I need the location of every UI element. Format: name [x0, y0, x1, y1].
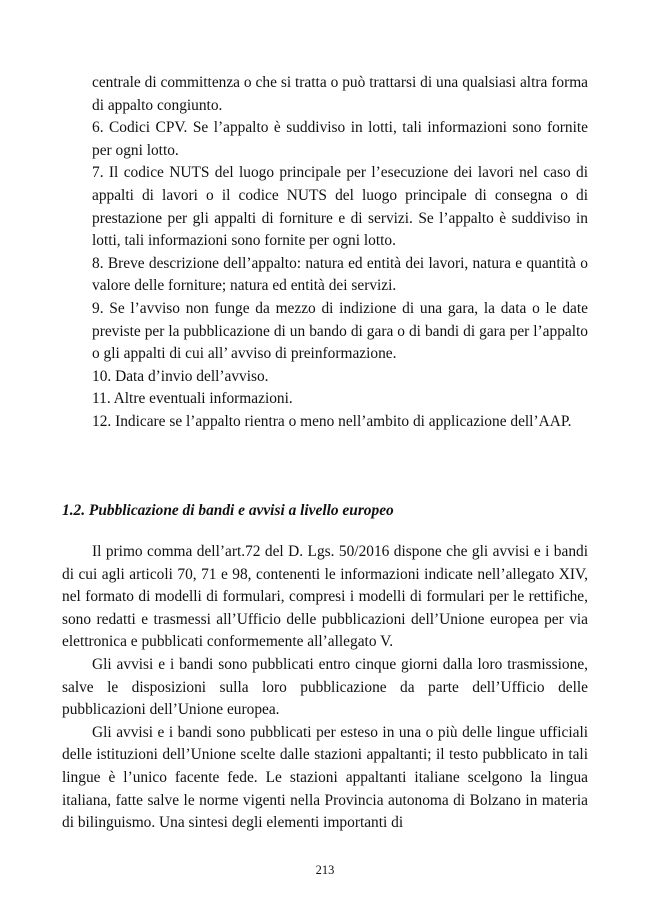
list-item: 12. Indicare se l’appalto rientra o meno nell’ambito di applicazione dell’AAP.	[92, 412, 572, 430]
section-body	[62, 541, 588, 835]
body-paragraph: Gli avvisi e i bandi sono pubblicati per esteso in una o più delle lingue ufficiali delle istituzioni dell’Unione scelte dalle stazioni appaltanti; il testo pubblicato in tali lingue è l’unico facente fede. Le stazioni appaltanti italiane scelgono la lingua italiana, fatte salve le norme vigenti nella Provincia autonoma di Bolzano in materia di bilinguismo. Una sintesi degli elementi importanti di	[62, 723, 588, 832]
list-item: 6. Codici CPV. Se l’appalto è suddiviso in lotti, tali informazioni sono fornite per ogni lotto.	[92, 119, 588, 159]
list-item: 7. Il codice NUTS del luogo principale per l’esecuzione dei lavori nel caso di appalti di lavori o il codice NUTS del luogo principale di consegna o di prestazione per gli appalti di forniture e di servizi. Se l’appalto è suddiviso in lotti, tali informazioni sono fornite per ogni lotto.	[92, 164, 588, 250]
list-item: 10. Data d’invio dell’avviso.	[92, 367, 269, 385]
section-heading: 1.2. Pubblicazione di bandi e avvisi a livello europeo	[62, 502, 394, 519]
list-item: centrale di committenza o che si tratta o può trattarsi di una qualsiasi altra forma di appalto congiunto.	[92, 74, 588, 114]
list-item: 8. Breve descrizione dell’appalto: natura ed entità dei lavori, natura e quantità o valore delle forniture; natura ed entità dei servizi.	[92, 254, 588, 295]
body-paragraph: Il primo comma dell’art.72 del D. Lgs. 50/2016 dispone che gli avvisi e i bandi di cui agli articoli 70, 71 e 98, contenenti le informazioni indicate nell’allegato XIV, nel formato di modelli di formulari, compresi i modelli di formulari per le rettifiche, sono redatti e trasmessi all’Ufficio delle pubblicazioni dell’Unione europea per via elettronica e pubblicati conformemente all’allegato V.	[62, 543, 588, 651]
list-item: 11. Altre eventuali informazioni.	[92, 390, 293, 408]
notice-info-list	[92, 72, 588, 434]
body-paragraph: Gli avvisi e i bandi sono pubblicati entro cinque giorni dalla loro trasmissione, salve le disposizioni sulla loro pubblicazione da parte dell’Ufficio delle pubblicazioni dell’Unione europea.	[62, 655, 588, 719]
page-number: 213	[315, 863, 335, 877]
list-item: 9. Se l’avviso non funge da mezzo di indizione di una gara, la data o le date previste per la pubblicazione di un bando di gara o di bandi di gara per l’appalto o gli appalti di cui all’ avviso di preinformazione.	[92, 299, 588, 363]
